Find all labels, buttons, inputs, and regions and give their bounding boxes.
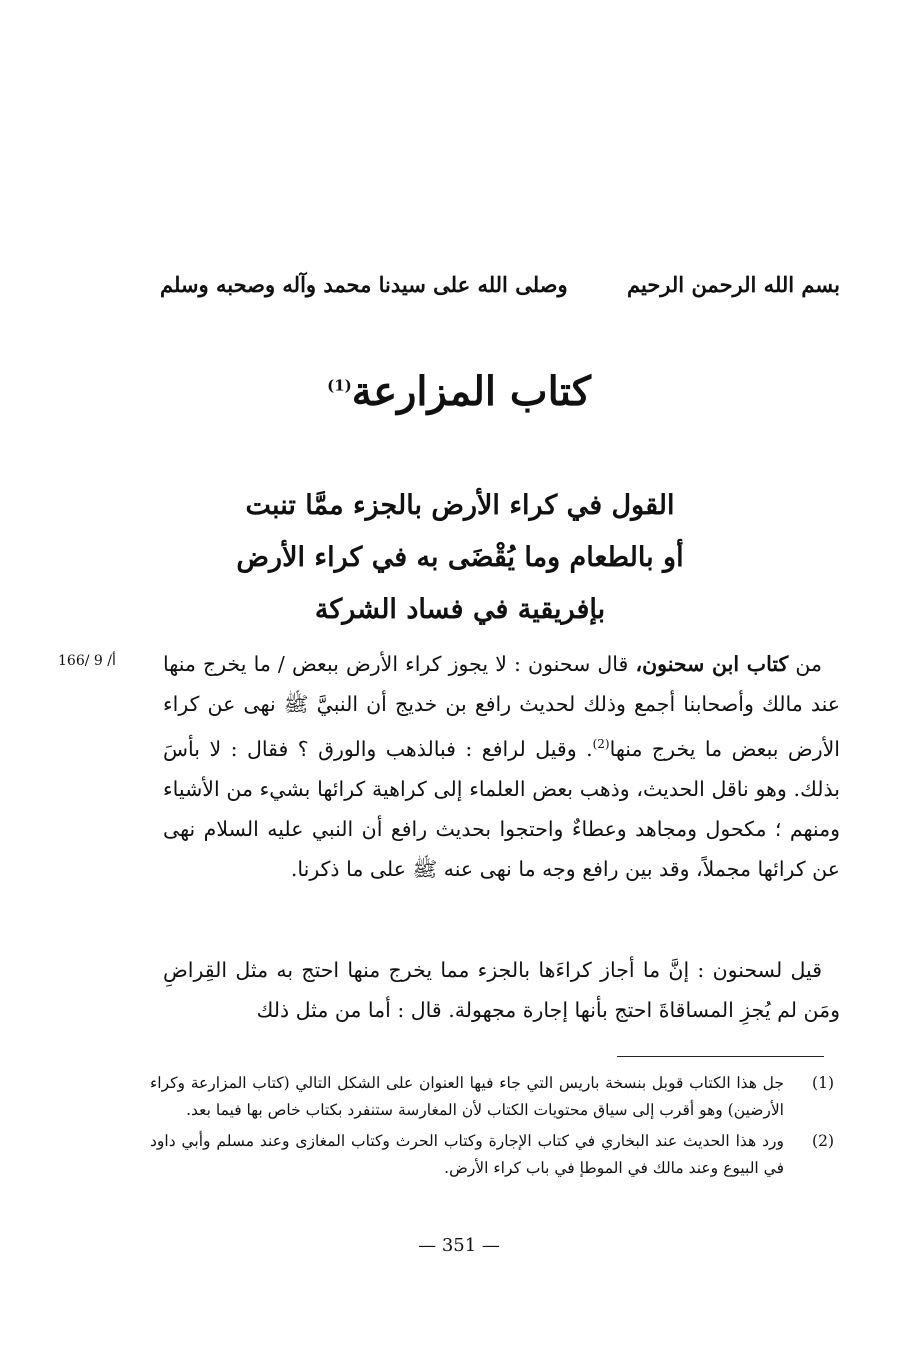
book-title-text: كتاب المزارعة bbox=[351, 368, 591, 415]
paragraph-2-text: قيل لسحنون : إنَّ ما أجاز كراءَها بالجزء مما يخرج منها احتج به مثل القِراضِ ومَن لم يُجزِ المساقاةَ احتج بأنها إجارة مجهولة. قال : أما من مثل ذلك bbox=[163, 958, 840, 1022]
salutation: وصلى الله على سيدنا محمد وآله وصحبه وسلم bbox=[160, 272, 568, 297]
paragraph-1 bbox=[163, 644, 840, 889]
footnote-2 bbox=[150, 1128, 840, 1182]
manuscript-folio-reference: أ/ 9 /166 bbox=[58, 653, 116, 669]
paragraph-1-lead: من bbox=[788, 652, 822, 676]
heading-line-3: بإفريقية في فساد الشركة bbox=[314, 594, 606, 625]
paragraph-1-text-a: قال سحنون : لا يجوز كراء الأرض ببعض / ما يخرج منها عند مالك وأصحابنا أجمع وذلك لحديث رافع بن خديج أن النبيَّ ﷺ نهى عن كراء الأرض ببعض ما يخرج منها bbox=[163, 652, 840, 761]
footnote-separator bbox=[617, 1056, 824, 1057]
footnote-number: (1) bbox=[812, 1074, 834, 1092]
source-citation: كتاب ابن سحنون، bbox=[635, 652, 789, 676]
heading-line-1: القول في كراء الأرض بالجزء ممَّا تنبت bbox=[245, 490, 675, 521]
page-number: — 351 — bbox=[418, 1235, 500, 1256]
heading-line-2: أو بالطعام وما يُقْضَى به في كراء الأرض bbox=[236, 542, 684, 573]
footnote-text: جل هذا الكتاب قوبل بنسخة باريس التي جاء فيها العنوان على الشكل التالي (كتاب المزارعة وكراء الأرضين) وهو أقرب إلى سياق محتويات الكتاب لأن المغارسة ستنفرد بكتاب خاص بها فيما بعد. bbox=[150, 1074, 784, 1119]
paragraph-1-text-b: . وقيل لرافع : فبالذهب والورق ؟ فقال : لا بأسَ بذلك. وهو ناقل الحديث، وذهب بعض العلماء إلى كراهية كرائها بشيء من الأشياء ومنهم ؛ مكحول ومجاهد وعطاءٌ واحتجوا بحديث رافع أن النبي عليه السلام نهى عن كرائها مجملاً، وقد بين رافع وجه ما نهى عنه ﷺ على ما ذكرنا. bbox=[163, 736, 840, 881]
title-footnote-marker: (1) bbox=[327, 376, 352, 395]
footnote-text: ورد هذا الحديث عند البخاري في كتاب الإجارة وكتاب الحرث وكتاب المغازى وعند مسلم وأبي داود في البيوع وعند مالك في الموطإ في باب كراء الأرض. bbox=[150, 1132, 784, 1177]
footnotes bbox=[150, 1070, 840, 1186]
footnote-1 bbox=[150, 1070, 840, 1124]
paragraph-2 bbox=[163, 950, 840, 1030]
basmala-row bbox=[160, 272, 840, 312]
chapter-heading bbox=[150, 480, 770, 636]
basmala: بسم الله الرحمن الرحيم bbox=[627, 272, 840, 297]
footnote-ref-2: (2) bbox=[592, 737, 610, 751]
footnote-number: (2) bbox=[812, 1132, 834, 1150]
book-title bbox=[0, 368, 918, 416]
